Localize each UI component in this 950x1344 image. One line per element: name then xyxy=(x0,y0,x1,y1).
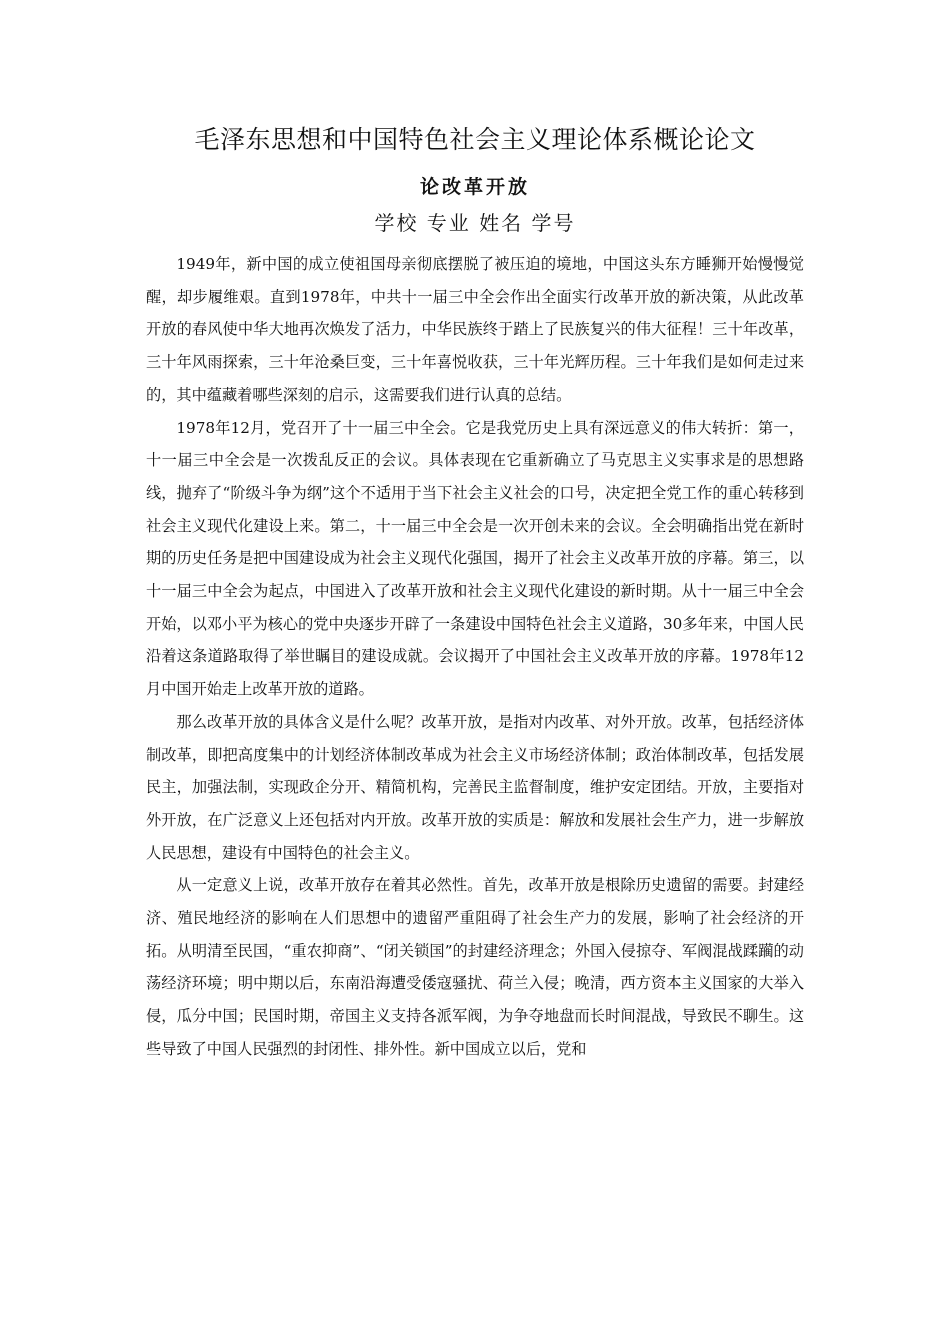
body-paragraph-1: 1949年，新中国的成立使祖国母亲彻底摆脱了被压迫的境地，中国这头东方睡狮开始慢慢觉醒，却步履维艰。直到1978年，中共十一届三中全会作出全面实行改革开放的新决策，从此改革开放的春风使中华大地再次焕发了活力，中华民族终于踏上了民族复兴的伟大征程！三十年改革，三十年风雨探索，三十年沧桑巨变，三十年喜悦收获，三十年光辉历程。三十年我们是如何走过来的，其中蕴藏着哪些深刻的启示，这需要我们进行认真的总结。 xyxy=(146,255,804,404)
document-body xyxy=(146,248,804,1066)
document-subtitle: 论改革开放 xyxy=(419,176,530,198)
author-info-line: 学校 专业 姓名 学号 xyxy=(374,211,576,235)
body-paragraph-3: 那么改革开放的具体含义是什么呢？改革开放，是指对内改革、对外开放。改革，包括经济体制改革，即把高度集中的计划经济体制改革成为社会主义市场经济体制；政治体制改革，包括发展民主，加强法制，实现政企分开、精简机构，完善民主监督制度，维护安定团结。开放，主要指对外开放，在广泛意义上还包括对内开放。改革开放的实质是：解放和发展社会生产力，进一步解放人民思想，建设有中国特色的社会主义。 xyxy=(146,712,804,862)
body-paragraph-2: 1978年12月，党召开了十一届三中全会。它是我党历史上具有深远意义的伟大转折：第一，十一届三中全会是一次拨乱反正的会议。具体表现在它重新确立了马克思主义实事求是的思想路线，抛弃了“阶级斗争为纲”这个不适用于当下社会主义社会的口号，决定把全党工作的重心转移到社会主义现代化建设上来。第二，十一届三中全会是一次开创未来的会议。全会明确指出党在新时期的历史任务是把中国建设成为社会主义现代化强国，揭开了社会主义改革开放的序幕。第三，以十一届三中全会为起点，中国进入了改革开放和社会主义现代化建设的新时期。从十一届三中全会开始，以邓小平为核心的党中央逐步开辟了一条建设中国特色社会主义道路，30多年来，中国人民沿着这条道路取得了举世瞩目的建设成就。会议揭开了中国社会主义改革开放的序幕。1978年12月中国开始走上改革开放的道路。 xyxy=(146,418,804,699)
document-title: 毛泽东思想和中国特色社会主义理论体系概论论文 xyxy=(194,125,756,154)
body-paragraph-4: 从一定意义上说，改革开放存在着其必然性。首先，改革开放是根除历史遗留的需要。封建经济、殖民地经济的影响在人们思想中的遗留严重阻碍了社会生产力的发展，影响了社会经济的开拓。从明清至民国，“重农抑商”、“闭关锁国”的封建经济理念；外国入侵掠夺、军阀混战蹂躏的动荡经济环境；明中期以后，东南沿海遭受倭寇骚扰、荷兰入侵；晚清，西方资本主义国家的大举入侵，瓜分中国；民国时期，帝国主义支持各派军阀，为争夺地盘而长时间混战，导致民不聊生。这些导致了中国人民强烈的封闭性、排外性。新中国成立以后，党和 xyxy=(146,876,804,1058)
